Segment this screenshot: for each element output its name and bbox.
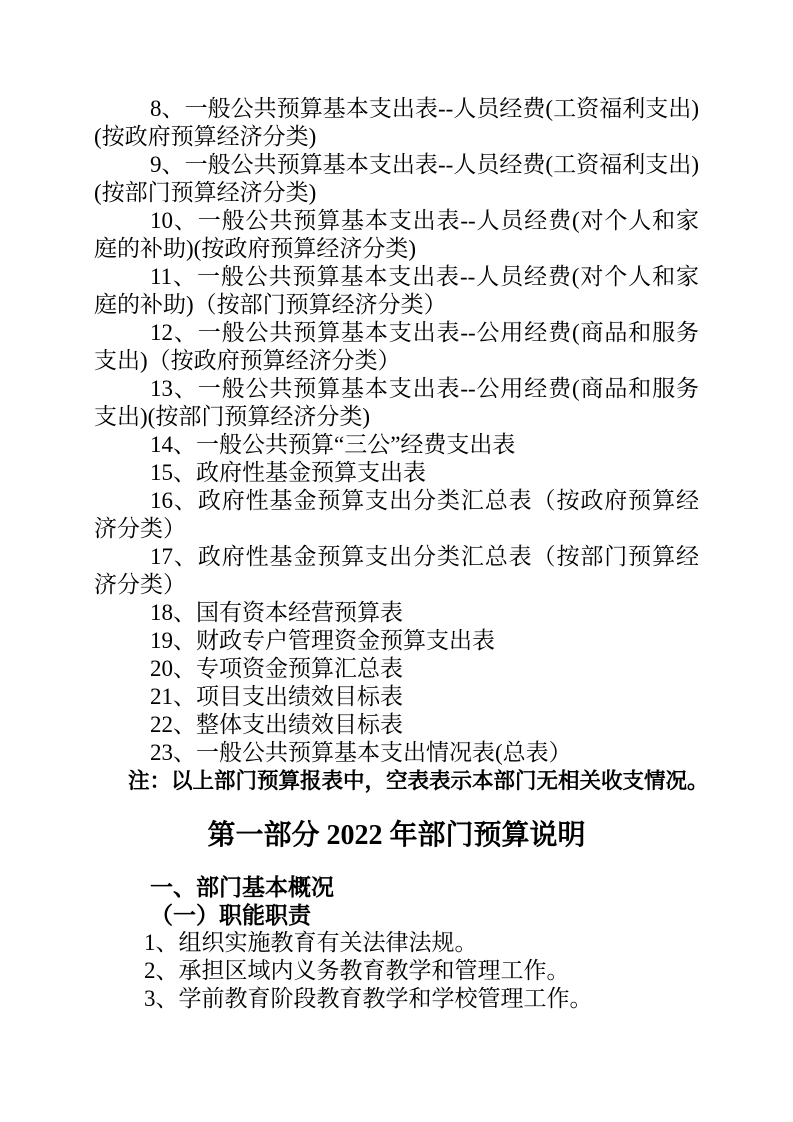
duty-item: 2、承担区域内义务教育教学和管理工作。 [144,958,570,983]
table-list-item: 22、整体支出绩效目标表 [150,712,403,737]
document-content [94,95,709,1013]
table-list-item: 13、一般公共预算基本支出表--公用经费(商品和服务支出)(按部门预算经济分类) [94,376,699,429]
table-list-item: 12、一般公共预算基本支出表--公用经费(商品和服务支出)（按政府预算经济分类） [94,320,699,373]
section-heading: 一、部门基本概况 [150,874,334,900]
table-list-item: 8、一般公共预算基本支出表--人员经费(工资福利支出)(按政府预算经济分类) [94,96,699,149]
table-list-item: 21、项目支出绩效目标表 [150,684,403,709]
table-list-item: 9、一般公共预算基本支出表--人员经费(工资福利支出)(按部门预算经济分类) [94,152,699,205]
table-list-item: 19、财政专户管理资金预算支出表 [150,628,495,653]
subsection-heading: （一）职能职责 [150,902,311,928]
table-list-item: 14、一般公共预算“三公”经费支出表 [150,432,516,457]
table-list-item: 18、国有资本经营预算表 [150,600,403,625]
duty-item: 3、学前教育阶段教育教学和学校管理工作。 [144,986,593,1011]
duty-item: 1、组织实施教育有关法律法规。 [144,930,478,955]
table-list-item: 10、一般公共预算基本支出表--人员经费(对个人和家庭的补助)(按政府预算经济分类) [94,208,699,261]
table-list-item: 20、专项资金预算汇总表 [150,656,403,681]
part-title: 第一部分 2022 年部门预算说明 [207,820,586,851]
table-list-item: 17、政府性基金预算支出分类汇总表（按部门预算经济分类） [94,544,699,597]
table-list-item: 16、政府性基金预算支出分类汇总表（按政府预算经济分类） [94,488,699,541]
table-list-note: 注：以上部门预算报表中，空表表示本部门无相关收支情况。 [128,769,709,793]
table-list-item: 15、政府性基金预算支出表 [150,460,426,485]
table-list-item: 23、一般公共预算基本支出情况表(总表） [150,740,572,765]
table-list-item: 11、一般公共预算基本支出表--人员经费(对个人和家庭的补助)（按部门预算经济分类） [94,264,699,317]
